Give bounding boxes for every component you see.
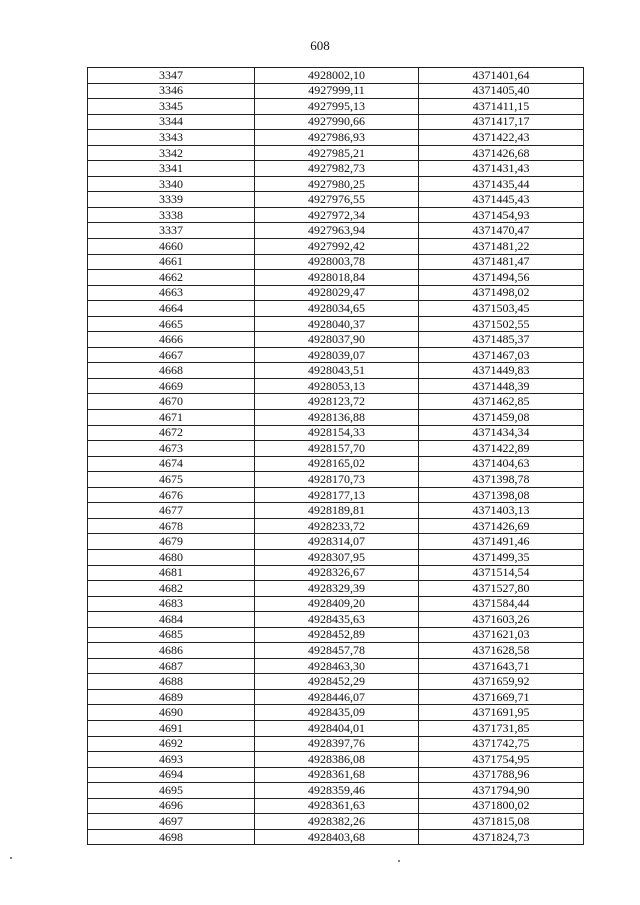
x-coordinate-cell: 4927990,66 [255, 114, 419, 130]
table-row [88, 301, 584, 317]
x-coordinate-cell: 4928382,26 [255, 814, 419, 830]
y-coordinate-cell: 4371514,54 [419, 565, 584, 581]
point-number-cell: 4696 [88, 798, 255, 814]
point-number-cell: 4680 [88, 549, 255, 565]
table-row [88, 223, 584, 239]
y-coordinate-cell: 4371499,35 [419, 549, 584, 565]
table-row [88, 487, 584, 503]
x-coordinate-cell: 4928359,46 [255, 783, 419, 799]
y-coordinate-cell: 4371454,93 [419, 207, 584, 223]
y-coordinate-cell: 4371422,43 [419, 130, 584, 146]
table-row [88, 145, 584, 161]
x-coordinate-cell: 4928452,89 [255, 627, 419, 643]
point-number-cell: 4690 [88, 705, 255, 721]
x-coordinate-cell: 4927982,73 [255, 161, 419, 177]
y-coordinate-cell: 4371431,43 [419, 161, 584, 177]
y-coordinate-cell: 4371503,45 [419, 301, 584, 317]
x-coordinate-cell: 4928435,09 [255, 705, 419, 721]
point-number-cell: 4695 [88, 783, 255, 799]
table-row [88, 161, 584, 177]
x-coordinate-cell: 4928034,65 [255, 301, 419, 317]
x-coordinate-cell: 4928189,81 [255, 503, 419, 519]
table-row [88, 503, 584, 519]
x-coordinate-cell: 4927992,42 [255, 239, 419, 255]
point-number-cell: 4661 [88, 254, 255, 270]
table-row [88, 239, 584, 255]
x-coordinate-cell: 4928404,01 [255, 720, 419, 736]
y-coordinate-cell: 4371398,08 [419, 487, 584, 503]
table-row [88, 254, 584, 270]
table-row [88, 534, 584, 550]
point-number-cell: 4689 [88, 689, 255, 705]
point-number-cell: 3341 [88, 161, 255, 177]
table-row [88, 767, 584, 783]
point-number-cell: 3344 [88, 114, 255, 130]
x-coordinate-cell: 4928177,13 [255, 487, 419, 503]
y-coordinate-cell: 4371491,46 [419, 534, 584, 550]
y-coordinate-cell: 4371405,40 [419, 83, 584, 99]
table-row [88, 316, 584, 332]
x-coordinate-cell: 4928233,72 [255, 518, 419, 534]
point-number-cell: 4678 [88, 518, 255, 534]
table-row [88, 798, 584, 814]
y-coordinate-cell: 4371800,02 [419, 798, 584, 814]
table-row [88, 456, 584, 472]
x-coordinate-cell: 4928136,88 [255, 410, 419, 426]
point-number-cell: 4666 [88, 332, 255, 348]
x-coordinate-cell: 4928040,37 [255, 316, 419, 332]
y-coordinate-cell: 4371448,39 [419, 378, 584, 394]
table-row [88, 689, 584, 705]
table-row [88, 176, 584, 192]
point-number-cell: 4671 [88, 410, 255, 426]
scan-speck [10, 857, 12, 859]
table-row [88, 285, 584, 301]
y-coordinate-cell: 4371788,96 [419, 767, 584, 783]
table-row [88, 207, 584, 223]
x-coordinate-cell: 4928329,39 [255, 581, 419, 597]
table-row [88, 425, 584, 441]
point-number-cell: 4694 [88, 767, 255, 783]
table-row [88, 736, 584, 752]
point-number-cell: 4686 [88, 643, 255, 659]
point-number-cell: 4687 [88, 658, 255, 674]
y-coordinate-cell: 4371401,64 [419, 68, 584, 84]
table-row [88, 472, 584, 488]
point-number-cell: 4698 [88, 829, 255, 845]
x-coordinate-cell: 4928002,10 [255, 68, 419, 84]
table-row [88, 518, 584, 534]
x-coordinate-cell: 4928361,68 [255, 767, 419, 783]
point-number-cell: 4683 [88, 596, 255, 612]
y-coordinate-cell: 4371824,73 [419, 829, 584, 845]
y-coordinate-cell: 4371449,83 [419, 363, 584, 379]
point-number-cell: 4682 [88, 581, 255, 597]
x-coordinate-cell: 4928361,63 [255, 798, 419, 814]
table-row [88, 192, 584, 208]
point-number-cell: 4692 [88, 736, 255, 752]
point-number-cell: 3347 [88, 68, 255, 84]
y-coordinate-cell: 4371422,89 [419, 441, 584, 457]
y-coordinate-cell: 4371628,58 [419, 643, 584, 659]
y-coordinate-cell: 4371403,13 [419, 503, 584, 519]
x-coordinate-cell: 4928463,30 [255, 658, 419, 674]
table-row [88, 643, 584, 659]
x-coordinate-cell: 4928039,07 [255, 347, 419, 363]
x-coordinate-cell: 4927985,21 [255, 145, 419, 161]
x-coordinate-cell: 4928165,02 [255, 456, 419, 472]
point-number-cell: 4685 [88, 627, 255, 643]
table-row [88, 658, 584, 674]
table-row [88, 68, 584, 84]
table-row [88, 814, 584, 830]
scan-speck [398, 860, 400, 862]
point-number-cell: 3346 [88, 83, 255, 99]
point-number-cell: 4664 [88, 301, 255, 317]
x-coordinate-cell: 4928123,72 [255, 394, 419, 410]
y-coordinate-cell: 4371691,95 [419, 705, 584, 721]
point-number-cell: 4677 [88, 503, 255, 519]
x-coordinate-cell: 4927963,94 [255, 223, 419, 239]
point-number-cell: 4669 [88, 378, 255, 394]
point-number-cell: 4663 [88, 285, 255, 301]
y-coordinate-cell: 4371494,56 [419, 270, 584, 286]
x-coordinate-cell: 4928154,33 [255, 425, 419, 441]
table-row [88, 549, 584, 565]
y-coordinate-cell: 4371498,02 [419, 285, 584, 301]
y-coordinate-cell: 4371434,34 [419, 425, 584, 441]
x-coordinate-cell: 4927999,11 [255, 83, 419, 99]
x-coordinate-cell: 4928457,78 [255, 643, 419, 659]
table-row [88, 720, 584, 736]
x-coordinate-cell: 4928157,70 [255, 441, 419, 457]
x-coordinate-cell: 4928435,63 [255, 612, 419, 628]
y-coordinate-cell: 4371621,03 [419, 627, 584, 643]
x-coordinate-cell: 4928397,76 [255, 736, 419, 752]
point-number-cell: 4681 [88, 565, 255, 581]
x-coordinate-cell: 4928403,68 [255, 829, 419, 845]
y-coordinate-cell: 4371417,17 [419, 114, 584, 130]
coordinates-table-body [88, 68, 584, 845]
table-row [88, 99, 584, 115]
x-coordinate-cell: 4928037,90 [255, 332, 419, 348]
y-coordinate-cell: 4371462,85 [419, 394, 584, 410]
point-number-cell: 4673 [88, 441, 255, 457]
x-coordinate-cell: 4927972,34 [255, 207, 419, 223]
table-row [88, 627, 584, 643]
x-coordinate-cell: 4928307,95 [255, 549, 419, 565]
point-number-cell: 3337 [88, 223, 255, 239]
x-coordinate-cell: 4928386,08 [255, 752, 419, 768]
x-coordinate-cell: 4927980,25 [255, 176, 419, 192]
y-coordinate-cell: 4371754,95 [419, 752, 584, 768]
y-coordinate-cell: 4371398,78 [419, 472, 584, 488]
x-coordinate-cell: 4927986,93 [255, 130, 419, 146]
point-number-cell: 3339 [88, 192, 255, 208]
y-coordinate-cell: 4371467,03 [419, 347, 584, 363]
point-number-cell: 4674 [88, 456, 255, 472]
y-coordinate-cell: 4371470,47 [419, 223, 584, 239]
y-coordinate-cell: 4371459,08 [419, 410, 584, 426]
y-coordinate-cell: 4371794,90 [419, 783, 584, 799]
point-number-cell: 4675 [88, 472, 255, 488]
y-coordinate-cell: 4371815,08 [419, 814, 584, 830]
point-number-cell: 4662 [88, 270, 255, 286]
y-coordinate-cell: 4371731,85 [419, 720, 584, 736]
x-coordinate-cell: 4928314,07 [255, 534, 419, 550]
y-coordinate-cell: 4371584,44 [419, 596, 584, 612]
y-coordinate-cell: 4371435,44 [419, 176, 584, 192]
table-row [88, 752, 584, 768]
x-coordinate-cell: 4928018,84 [255, 270, 419, 286]
page-number: 608 [310, 38, 330, 53]
x-coordinate-cell: 4928326,67 [255, 565, 419, 581]
coordinates-table [87, 67, 584, 845]
y-coordinate-cell: 4371481,22 [419, 239, 584, 255]
y-coordinate-cell: 4371603,26 [419, 612, 584, 628]
y-coordinate-cell: 4371659,92 [419, 674, 584, 690]
table-row [88, 114, 584, 130]
table-row [88, 783, 584, 799]
y-coordinate-cell: 4371643,71 [419, 658, 584, 674]
table-row [88, 581, 584, 597]
point-number-cell: 3338 [88, 207, 255, 223]
table-row [88, 441, 584, 457]
point-number-cell: 4670 [88, 394, 255, 410]
y-coordinate-cell: 4371411,15 [419, 99, 584, 115]
point-number-cell: 4688 [88, 674, 255, 690]
x-coordinate-cell: 4928170,73 [255, 472, 419, 488]
x-coordinate-cell: 4928053,13 [255, 378, 419, 394]
x-coordinate-cell: 4928409,20 [255, 596, 419, 612]
x-coordinate-cell: 4928452,29 [255, 674, 419, 690]
point-number-cell: 4697 [88, 814, 255, 830]
table-row [88, 270, 584, 286]
point-number-cell: 4693 [88, 752, 255, 768]
point-number-cell: 4668 [88, 363, 255, 379]
point-number-cell: 4684 [88, 612, 255, 628]
table-row [88, 829, 584, 845]
x-coordinate-cell: 4928446,07 [255, 689, 419, 705]
point-number-cell: 4679 [88, 534, 255, 550]
y-coordinate-cell: 4371742,75 [419, 736, 584, 752]
x-coordinate-cell: 4928003,78 [255, 254, 419, 270]
y-coordinate-cell: 4371426,68 [419, 145, 584, 161]
y-coordinate-cell: 4371404,63 [419, 456, 584, 472]
table-row [88, 130, 584, 146]
point-number-cell: 3345 [88, 99, 255, 115]
x-coordinate-cell: 4927976,55 [255, 192, 419, 208]
table-row [88, 565, 584, 581]
table-row [88, 347, 584, 363]
table-row [88, 596, 584, 612]
point-number-cell: 3342 [88, 145, 255, 161]
y-coordinate-cell: 4371669,71 [419, 689, 584, 705]
table-row [88, 394, 584, 410]
x-coordinate-cell: 4928043,51 [255, 363, 419, 379]
point-number-cell: 4676 [88, 487, 255, 503]
x-coordinate-cell: 4928029,47 [255, 285, 419, 301]
y-coordinate-cell: 4371485,37 [419, 332, 584, 348]
y-coordinate-cell: 4371527,80 [419, 581, 584, 597]
point-number-cell: 4667 [88, 347, 255, 363]
point-number-cell: 4665 [88, 316, 255, 332]
table-row [88, 674, 584, 690]
y-coordinate-cell: 4371502,55 [419, 316, 584, 332]
table-row [88, 705, 584, 721]
table-row [88, 332, 584, 348]
table-row [88, 363, 584, 379]
point-number-cell: 4691 [88, 720, 255, 736]
table-row [88, 612, 584, 628]
table-row [88, 378, 584, 394]
y-coordinate-cell: 4371445,43 [419, 192, 584, 208]
x-coordinate-cell: 4927995,13 [255, 99, 419, 115]
y-coordinate-cell: 4371426,69 [419, 518, 584, 534]
point-number-cell: 4660 [88, 239, 255, 255]
point-number-cell: 3340 [88, 176, 255, 192]
point-number-cell: 4672 [88, 425, 255, 441]
table-row [88, 83, 584, 99]
table-row [88, 410, 584, 426]
point-number-cell: 3343 [88, 130, 255, 146]
y-coordinate-cell: 4371481,47 [419, 254, 584, 270]
